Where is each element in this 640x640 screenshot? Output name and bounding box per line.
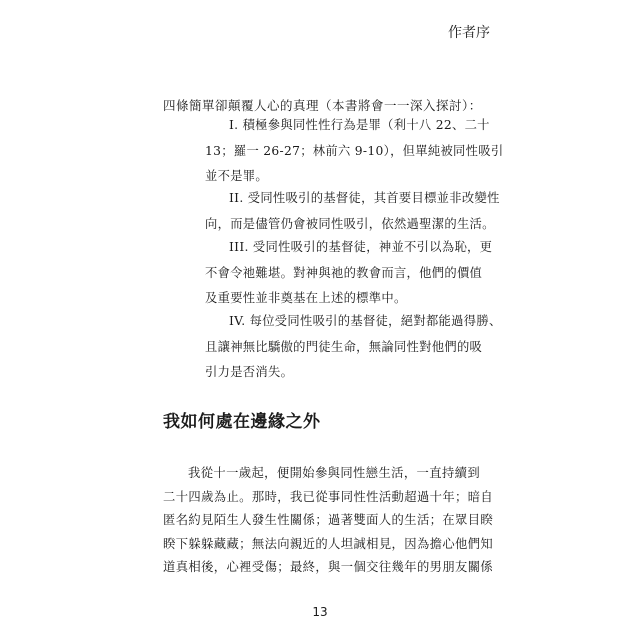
truth-2-line-2: 向，而是儘管仍會被同性吸引，依然過聖潔的生活。	[205, 216, 495, 231]
paragraph-line-2: 二十四歲為止。那時，我已從事同性性活動超過十年；暗自	[163, 489, 494, 504]
truth-4-line-1: IV. 每位受同性吸引的基督徒，絕對都能過得勝、	[229, 314, 502, 328]
truth-1-line-3: 並不是罪。	[205, 169, 268, 183]
truth-4-line-3: 引力是否消失。	[205, 365, 294, 379]
truth-item-2	[205, 186, 500, 237]
truth-item-1	[205, 113, 504, 190]
intro-line: 四條簡單卻顛覆人心的真理（本書將會一一深入探討）：	[163, 98, 482, 113]
running-header: 作者序	[448, 25, 490, 41]
truth-3-line-3: 及重要性並非奠基在上述的標準中。	[205, 291, 407, 305]
truth-1-line-1: I. 積極參與同性性行為是罪（利十八 22、二十	[229, 118, 490, 132]
paragraph-line-5: 道真相後，心裡受傷；最終，與一個交往幾年的男朋友關係	[163, 560, 494, 574]
truth-3-line-2: 不會令祂難堪。對神與祂的教會而言，他們的價值	[205, 265, 483, 280]
body-paragraph	[163, 462, 494, 580]
truth-3-line-1: III. 受同性吸引的基督徒，神並不引以為恥，更	[229, 240, 493, 254]
section-heading: 我如何處在邊緣之外	[163, 412, 321, 432]
truth-item-3	[205, 235, 493, 312]
paragraph-line-4: 睽下躲躲藏藏；無法向親近的人坦誠相見，因為擔心他們知	[163, 536, 494, 551]
paragraph-line-3: 匿名約見陌生人發生性關係；過著雙面人的生活；在眾目睽	[163, 513, 494, 527]
page-number: 13	[312, 605, 328, 619]
truth-item-4	[205, 309, 502, 386]
truth-4-line-2: 且讓神無比驕傲的門徒生命，無論同性對他們的吸	[205, 339, 483, 354]
paragraph-line-1: 我從十一歲起，便開始參與同性戀生活，一直持續到	[188, 466, 481, 480]
truth-1-line-2: 13；羅一 26-27；林前六 9-10），但單純被同性吸引	[205, 143, 504, 158]
truth-2-line-1: II. 受同性吸引的基督徒，其首要目標並非改變性	[229, 191, 500, 205]
